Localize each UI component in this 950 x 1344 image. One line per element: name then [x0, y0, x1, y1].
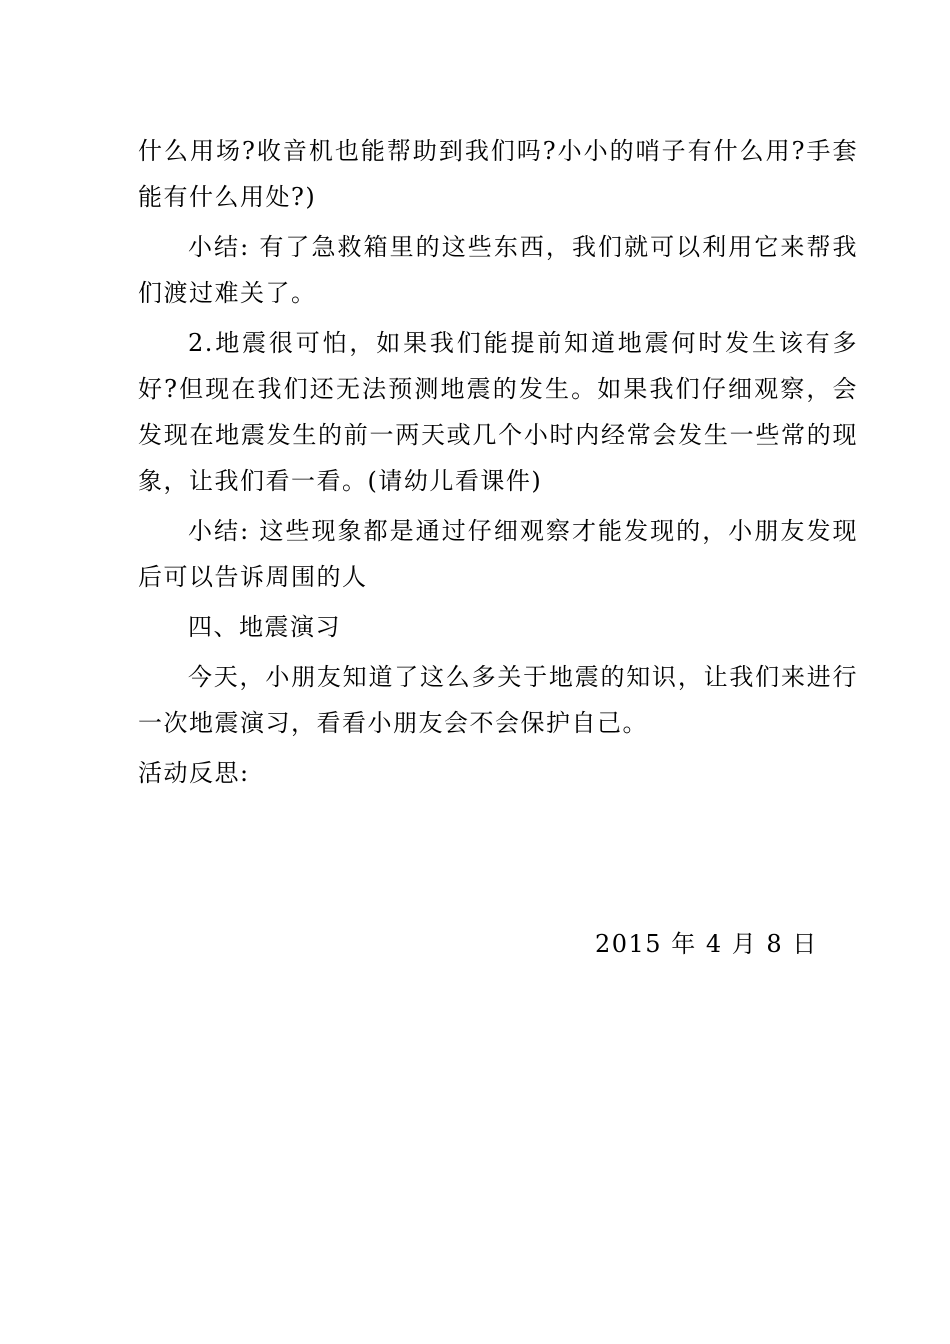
paragraph-4-summary: 小结: 这些现象都是通过仔细观察才能发现的，小朋友发现后可以告诉周围的人	[138, 517, 858, 591]
document-body	[138, 128, 858, 800]
paragraph-3-earthquake-signs: 2.地震很可怕，如果我们能提前知道地震何时发生该有多好?但现在我们还无法预测地震的发生。如果我们仔细观察，会发现在地震发生的前一两天或几个小时内经常会发生一些常的现象，让我们看一看。(请幼儿看课件)	[138, 329, 858, 495]
section-heading-drill: 四、地震演习	[188, 613, 341, 641]
paragraph-6-drill: 今天，小朋友知道了这么多关于地震的知识，让我们来进行一次地震演习，看看小朋友会不会保护自己。	[138, 663, 858, 737]
document-date: 2015 年 4 月 8 日	[595, 930, 818, 958]
paragraph-1: 什么用场?收音机也能帮助到我们吗?小小的哨子有什么用?手套能有什么用处?)	[138, 137, 858, 211]
paragraph-2-summary: 小结: 有了急救箱里的这些东西，我们就可以利用它来帮我们渡过难关了。	[138, 233, 858, 307]
activity-reflection-label: 活动反思:	[138, 759, 250, 787]
